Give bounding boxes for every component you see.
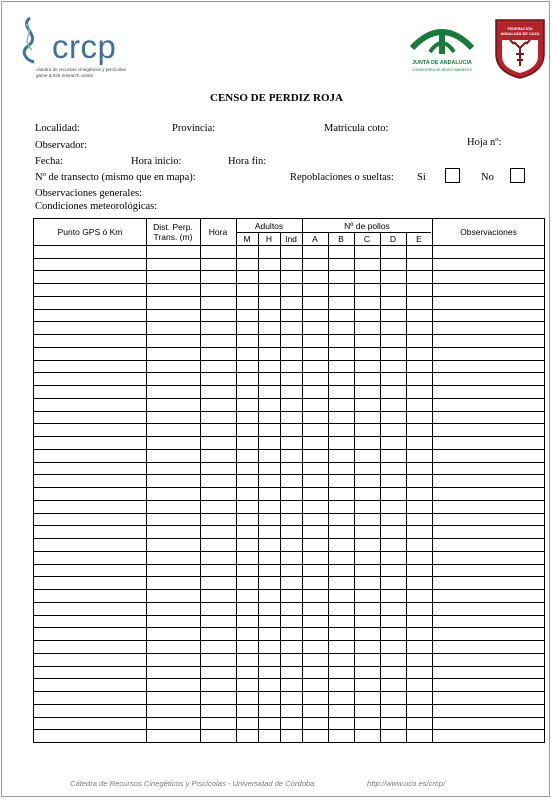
table-row-line (34, 525, 544, 526)
table-row-line (34, 449, 544, 450)
table-row-line (34, 462, 544, 463)
header-adultos-ind: Ind (285, 234, 297, 244)
table-row-line (34, 538, 544, 539)
header-bottom-line (34, 245, 544, 246)
hora-fin-label: Hora fin: (228, 156, 267, 167)
federacion-caza-logo (494, 18, 546, 80)
footer-catedra: Cátedra de Recursos Cinegéticos y Piscícolas - Universidad de Córdoba (70, 779, 315, 788)
crcp-subtitle-en: game & fish research center (36, 73, 94, 78)
form-title: CENSO DE PERDIZ ROJA (210, 92, 343, 104)
census-table (33, 218, 545, 743)
table-row-line (34, 640, 544, 641)
column-divider (200, 219, 201, 742)
junta-consejeria: CONSEJERÍA DE MEDIO AMBIENTE (411, 68, 473, 72)
header-pollos-c: C (363, 234, 371, 244)
group-header-divider (236, 232, 431, 233)
crcp-subtitle: cátedra de recursos cinegéticos y piscícolas (36, 67, 126, 72)
column-divider (302, 219, 303, 742)
localidad-label: Localidad: (35, 123, 80, 134)
header-dist-trans: Trans. (m) (153, 232, 193, 242)
matricula-coto-label: Matricula coto: (324, 123, 389, 134)
table-row-line (34, 398, 544, 399)
header-pollos-b: B (338, 234, 344, 244)
crcp-wordmark: crcp (52, 28, 117, 65)
repoblaciones-label: Repoblaciones o sueltas: (290, 172, 394, 183)
column-divider (236, 219, 237, 742)
fecha-label: Fecha: (35, 156, 63, 167)
table-row-line (34, 729, 544, 730)
table-row-line (34, 270, 544, 271)
table-row-line (34, 258, 544, 259)
si-label: Si (417, 172, 426, 183)
table-row-line (34, 691, 544, 692)
header-dist-perp: Dist. Perp. (153, 222, 193, 232)
table-row-line (34, 296, 544, 297)
census-sheet (1, 1, 550, 797)
junta-andalucia-logo (406, 18, 478, 76)
table-row-line (34, 576, 544, 577)
header-pollos-e: E (416, 234, 422, 244)
transecto-label: Nº de transecto (mismo que en mapa): (35, 172, 196, 183)
crcp-swirl-icon (16, 16, 50, 64)
table-row-line (34, 589, 544, 590)
table-row-line (34, 500, 544, 501)
crcp-logo (16, 16, 156, 86)
junta-name: JUNTA DE ANDALUCIA (412, 60, 472, 66)
table-row-line (34, 347, 544, 348)
table-row-line (34, 321, 544, 322)
table-row-line (34, 411, 544, 412)
table-row-line (34, 372, 544, 373)
column-divider (146, 219, 147, 742)
footer-url[interactable]: http://www.uco.es/crcp/ (367, 779, 446, 788)
header-punto-gps: Punto GPS ó Km (57, 227, 123, 237)
no-checkbox[interactable] (510, 168, 525, 183)
header-pollos-a: A (312, 234, 318, 244)
table-row-line (34, 704, 544, 705)
table-row-line (34, 283, 544, 284)
observaciones-generales-label: Observaciones generales: (35, 188, 142, 199)
table-row-line (34, 615, 544, 616)
table-row-line (34, 487, 544, 488)
hora-inicio-label: Hora inicio: (131, 156, 182, 167)
table-row-line (34, 564, 544, 565)
header-observaciones: Observaciones (460, 227, 517, 237)
condiciones-meteorologicas-label: Condiciones meteorológicas: (35, 201, 158, 212)
table-row-line (34, 385, 544, 386)
table-row-line (34, 627, 544, 628)
table-row-line (34, 678, 544, 679)
table-row-line (34, 334, 544, 335)
table-row-line (34, 474, 544, 475)
table-row-line (34, 717, 544, 718)
header-adultos-h: H (265, 234, 273, 244)
table-row-line (34, 360, 544, 361)
table-row-line (34, 666, 544, 667)
observador-label: Observador: (35, 140, 87, 151)
header-pollos: Nº de pollos (344, 221, 390, 231)
table-row-line (34, 423, 544, 424)
junta-emblem-icon (406, 18, 478, 60)
provincia-label: Provincia: (172, 123, 216, 134)
header-hora: Hora (208, 227, 228, 237)
no-label: No (481, 172, 494, 183)
si-checkbox[interactable] (445, 168, 460, 183)
header-pollos-d: D (389, 234, 397, 244)
table-row-line (34, 653, 544, 654)
table-row-line (34, 309, 544, 310)
header-adultos-m: M (243, 234, 251, 244)
federacion-label: FEDERACIÓN (507, 27, 533, 31)
table-row-line (34, 602, 544, 603)
column-divider (432, 219, 433, 742)
federacion-label-sub: ANDALUZA DE CAZA (500, 32, 540, 36)
table-row-line (34, 551, 544, 552)
header-adultos: Adultos (254, 221, 284, 231)
table-row-line (34, 513, 544, 514)
hoja-label: Hoja nº: (467, 137, 502, 148)
table-row-line (34, 436, 544, 437)
